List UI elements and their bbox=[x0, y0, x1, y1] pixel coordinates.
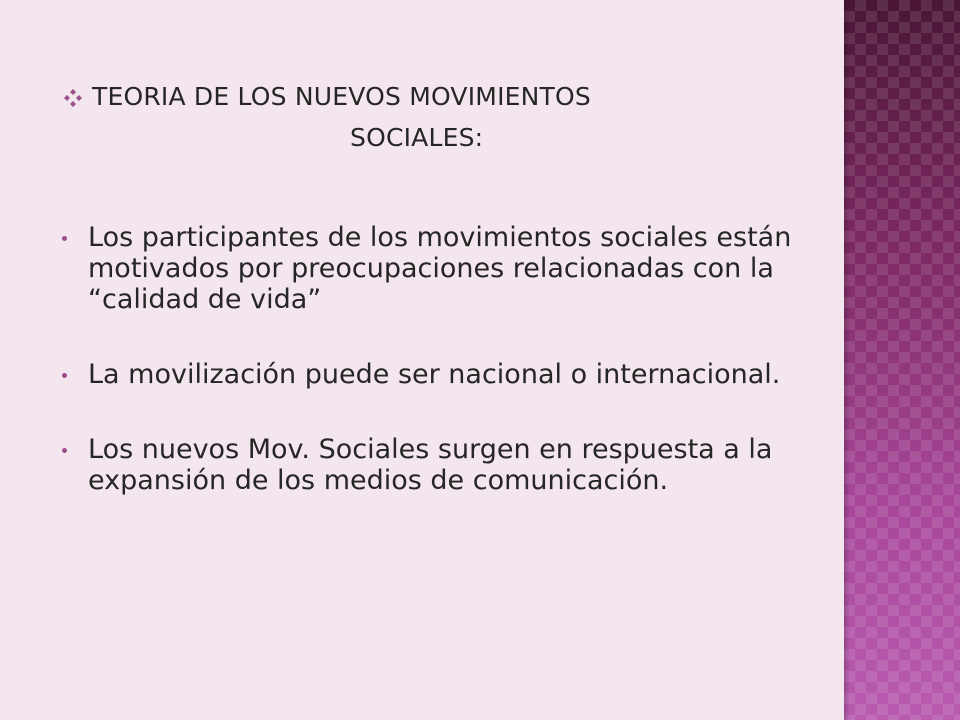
bullet-item bbox=[60, 222, 820, 315]
heading-line-2: SOCIALES: bbox=[350, 123, 484, 152]
bullet-list bbox=[60, 222, 820, 496]
dot-icon bbox=[62, 373, 67, 378]
bullet-item bbox=[60, 359, 820, 390]
bullet-text: La movilización puede ser nacional o internacional. bbox=[88, 359, 781, 390]
bullet-text: Los nuevos Mov. Sociales surgen en respuesta a la expansión de los medios de comunicación. bbox=[88, 434, 773, 496]
decorative-side-band bbox=[844, 0, 960, 720]
heading-text-1: TEORIA DE LOS NUEVOS MOVIMIENTOS bbox=[92, 82, 591, 111]
dot-icon bbox=[62, 236, 67, 241]
heading-line-1 bbox=[64, 82, 824, 111]
slide-heading bbox=[64, 82, 824, 152]
bullet-item bbox=[60, 434, 820, 496]
bullet-text: Los participantes de los movimientos sociales están motivados por preocupaciones relacionadas con la “calidad de vida” bbox=[88, 222, 792, 315]
four-diamond-icon bbox=[64, 89, 82, 107]
dot-icon bbox=[62, 448, 67, 453]
